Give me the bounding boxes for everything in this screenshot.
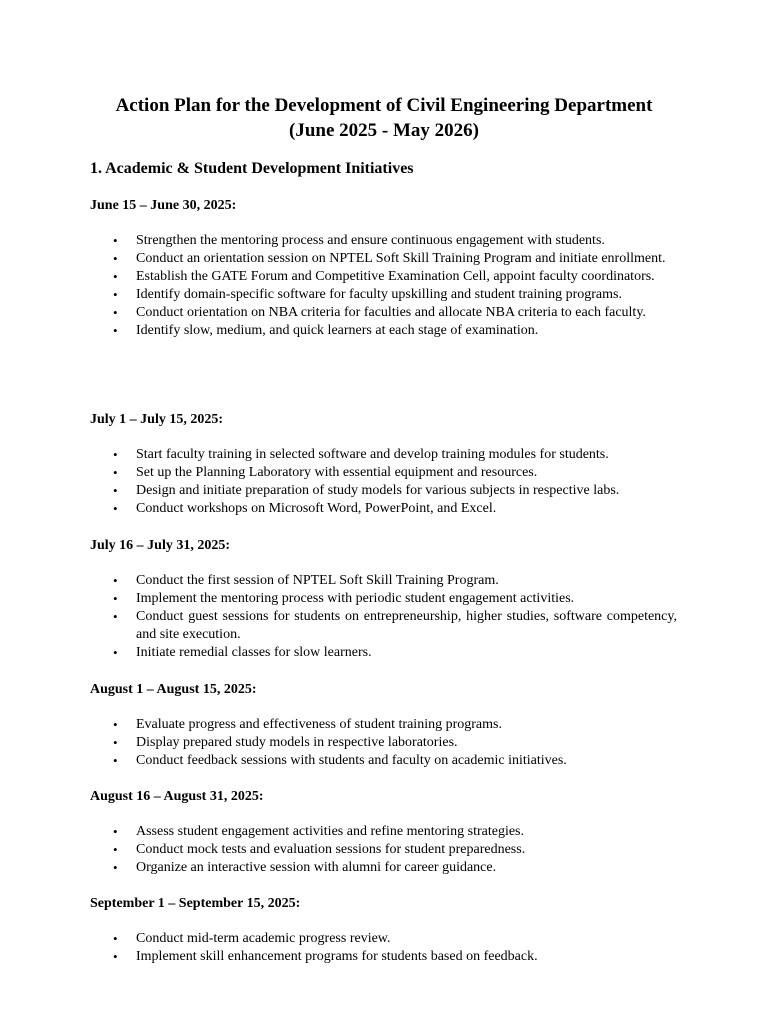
list-item: [90, 304, 677, 322]
bullet-icon: •: [113, 842, 118, 857]
section-heading: 1. Academic & Student Development Initiatives: [90, 160, 414, 177]
list-item: [90, 608, 677, 644]
bullet-icon: •: [113, 287, 118, 302]
bullet-list: [90, 572, 677, 662]
list-item-text: Identify slow, medium, and quick learners at each stage of examination.: [136, 323, 539, 338]
list-item: [90, 500, 677, 518]
list-item-text: Organize an interactive session with alumni for career guidance.: [136, 860, 497, 875]
period-label: August 16 – August 31, 2025:: [90, 789, 264, 804]
list-item: [90, 482, 677, 500]
title-line-1: Action Plan for the Development of Civil Engineering Department: [115, 95, 653, 116]
period-label: July 16 – July 31, 2025:: [90, 538, 231, 553]
bullet-list: [90, 446, 677, 518]
bullet-list: [90, 716, 677, 770]
bullet-list: [90, 232, 677, 340]
list-item-text: Set up the Planning Laboratory with essential equipment and resources.: [136, 465, 538, 480]
list-item-text: Conduct the first session of NPTEL Soft Skill Training Program.: [136, 573, 499, 588]
bullet-list: [90, 930, 677, 966]
list-item: [90, 250, 677, 268]
list-item-text: Conduct mock tests and evaluation sessions for student preparedness.: [136, 842, 526, 857]
list-item: [90, 590, 677, 608]
list-item-text: Conduct mid-term academic progress review.: [136, 931, 391, 946]
list-item: [90, 948, 677, 966]
list-item-text: Strengthen the mentoring process and ensure continuous engagement with students.: [136, 233, 605, 248]
list-item-text: Start faculty training in selected software and develop training modules for students.: [136, 447, 609, 462]
list-item: [90, 734, 677, 752]
list-item-text: Conduct an orientation session on NPTEL Soft Skill Training Program and initiate enrollment.: [136, 251, 666, 266]
bullet-icon: •: [113, 323, 118, 338]
bullet-icon: •: [113, 860, 118, 875]
period-label: June 15 – June 30, 2025:: [90, 198, 237, 213]
bullet-icon: •: [113, 233, 118, 248]
period-label: July 1 – July 15, 2025:: [90, 412, 224, 427]
bullet-icon: •: [113, 735, 118, 750]
bullet-icon: •: [113, 447, 118, 462]
bullet-icon: •: [113, 717, 118, 732]
document-title: [90, 93, 678, 143]
title-line-2: (June 2025 - May 2026): [289, 120, 479, 141]
bullet-icon: •: [113, 824, 118, 839]
list-item: [90, 268, 677, 286]
list-item-text: Evaluate progress and effectiveness of student training programs.: [136, 717, 502, 732]
bullet-icon: •: [113, 483, 118, 498]
list-item-text: Conduct guest sessions for students on entrepreneurship, higher studies, software competency, and site execution.: [136, 609, 677, 642]
list-item-text: Conduct orientation on NBA criteria for faculties and allocate NBA criteria to each faculty.: [136, 305, 646, 320]
list-item-text: Establish the GATE Forum and Competitive Examination Cell, appoint faculty coordinators.: [136, 269, 655, 284]
period-label: August 1 – August 15, 2025:: [90, 682, 257, 697]
bullet-icon: •: [113, 645, 118, 660]
list-item: [90, 823, 677, 841]
bullet-icon: •: [113, 591, 118, 606]
list-item: [90, 859, 677, 877]
list-item: [90, 716, 677, 734]
period-block: [90, 788, 677, 877]
list-item: [90, 752, 677, 770]
list-item: [90, 464, 677, 482]
list-item: [90, 446, 677, 464]
bullet-icon: •: [113, 931, 118, 946]
period-label: September 1 – September 15, 2025:: [90, 896, 301, 911]
list-item: [90, 930, 677, 948]
bullet-icon: •: [113, 269, 118, 284]
list-item-text: Identify domain-specific software for faculty upskilling and student training programs.: [136, 287, 622, 302]
list-item-text: Implement skill enhancement programs for students based on feedback.: [136, 949, 538, 964]
list-item-text: Assess student engagement activities and refine mentoring strategies.: [136, 824, 525, 839]
bullet-icon: •: [113, 465, 118, 480]
bullet-icon: •: [113, 609, 118, 624]
list-item: [90, 644, 677, 662]
list-item-text: Initiate remedial classes for slow learners.: [136, 645, 372, 660]
list-item: [90, 286, 677, 304]
period-block: [90, 537, 677, 662]
bullet-icon: •: [113, 305, 118, 320]
bullet-icon: •: [113, 949, 118, 964]
period-block: [90, 197, 677, 340]
list-item-text: Display prepared study models in respective laboratories.: [136, 735, 458, 750]
list-item-text: Conduct workshops on Microsoft Word, PowerPoint, and Excel.: [136, 501, 497, 516]
period-block: [90, 681, 677, 770]
bullet-icon: •: [113, 573, 118, 588]
list-item-text: Conduct feedback sessions with students and faculty on academic initiatives.: [136, 753, 567, 768]
list-item: [90, 232, 677, 250]
period-block: [90, 895, 677, 966]
list-item-text: Implement the mentoring process with periodic student engagement activities.: [136, 591, 575, 606]
bullet-icon: •: [113, 753, 118, 768]
bullet-list: [90, 823, 677, 877]
list-item-text: Design and initiate preparation of study models for various subjects in respective labs.: [136, 483, 620, 498]
list-item: [90, 322, 677, 340]
bullet-icon: •: [113, 501, 118, 516]
list-item: [90, 841, 677, 859]
list-item: [90, 572, 677, 590]
period-block: [90, 411, 677, 518]
bullet-icon: •: [113, 251, 118, 266]
